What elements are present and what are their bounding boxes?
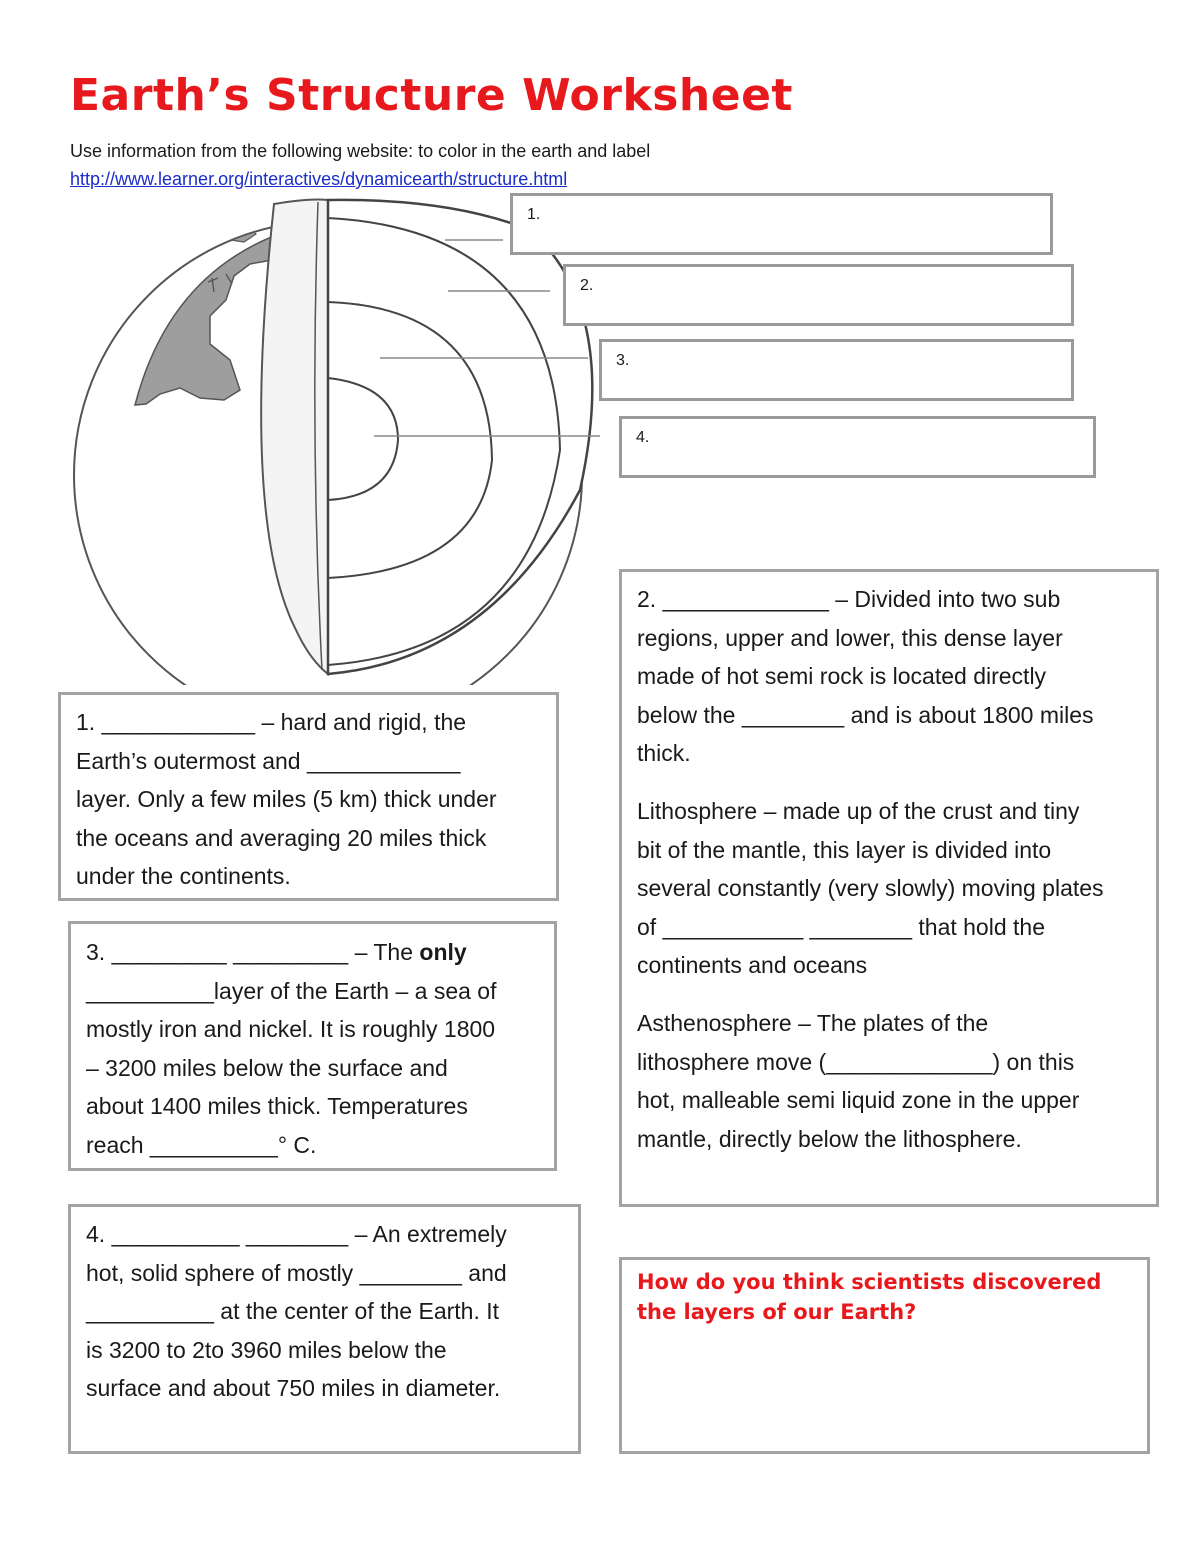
text-line: layer. Only a few miles (5 km) thick under [76,786,497,813]
text-line: several constantly (very slowly) moving plates [637,875,1104,902]
text-line: mantle, directly below the lithosphere. [637,1125,1022,1152]
text-line: continents and oceans [637,952,868,979]
instructions-text: Use information from the following website: to color in the earth and label [70,141,651,161]
text-line: Earth’s outermost and ____________ [76,747,461,774]
lithosphere-paragraph [637,792,1156,985]
inner-core-description-box [68,1204,581,1454]
text-line: is 3200 to 2to 3960 miles below the [86,1336,447,1363]
label-number: 4. [636,429,650,446]
instructions [70,137,650,193]
text-line: __________ at the center of the Earth. It [86,1298,500,1325]
text-line: hot, malleable semi liquid zone in the upper [637,1087,1080,1114]
mantle-paragraph [637,580,1156,773]
text-line: mostly iron and nickel. It is roughly 1800 [86,1016,496,1043]
website-link[interactable]: http://www.learner.org/interactives/dynamicearth/structure.html [70,169,568,189]
asthenosphere-paragraph [637,1004,1156,1158]
text-line: bit of the mantle, this layer is divided into [637,836,1052,863]
label-number: 3. [616,352,630,369]
text-line: of ___________ ________ that hold the [637,913,1045,940]
text-line: regions, upper and lower, this dense layer [637,624,1063,651]
label-box-4[interactable] [619,416,1096,478]
text-line: made of hot semi rock is located directly [637,663,1047,690]
label-number: 1. [527,206,541,223]
text-line: How do you think scientists discovered [637,1270,1102,1294]
text-line: Asthenosphere – The plates of the [637,1009,989,1036]
text-line: under the continents. [76,863,291,890]
text-line [86,933,554,972]
text-line: __________layer of the Earth – a sea of [86,977,497,1004]
text-line: about 1400 miles thick. Temperatures [86,1093,468,1120]
question-box[interactable] [619,1257,1150,1454]
mantle-description-box [619,569,1159,1207]
text-segment: 3. _________ _________ – The [86,939,420,965]
text-line: Lithosphere – made up of the crust and tiny [637,797,1080,824]
outer-core-description-box [68,921,557,1171]
text-line: thick. [637,740,691,767]
emphasis-only: only [419,939,467,965]
text-line: 2. _____________ – Divided into two sub [637,586,1061,612]
label-box-2[interactable] [563,264,1074,326]
question-text [637,1267,1147,1327]
text-line: lithosphere move (_____________) on this [637,1048,1075,1075]
page-title: Earth’s Structure Worksheet [70,70,793,121]
text-line: 1. ____________ – hard and rigid, the [76,709,467,735]
label-box-3[interactable] [599,339,1074,401]
text-line: 4. __________ ________ – An extremely [86,1221,507,1247]
text-line: hot, solid sphere of mostly ________ and [86,1259,507,1286]
text-line: reach __________° C. [86,1131,317,1158]
text-line: below the ________ and is about 1800 miles [637,701,1094,728]
crust-description-box [58,692,559,901]
label-box-1[interactable] [510,193,1053,255]
text-line: the layers of our Earth? [637,1300,917,1324]
label-number: 2. [580,277,594,294]
text-line: surface and about 750 miles in diameter. [86,1375,501,1402]
earth-cross-section-icon [60,190,620,685]
text-line: – 3200 miles below the surface and [86,1054,448,1081]
text-line: the oceans and averaging 20 miles thick [76,824,487,851]
